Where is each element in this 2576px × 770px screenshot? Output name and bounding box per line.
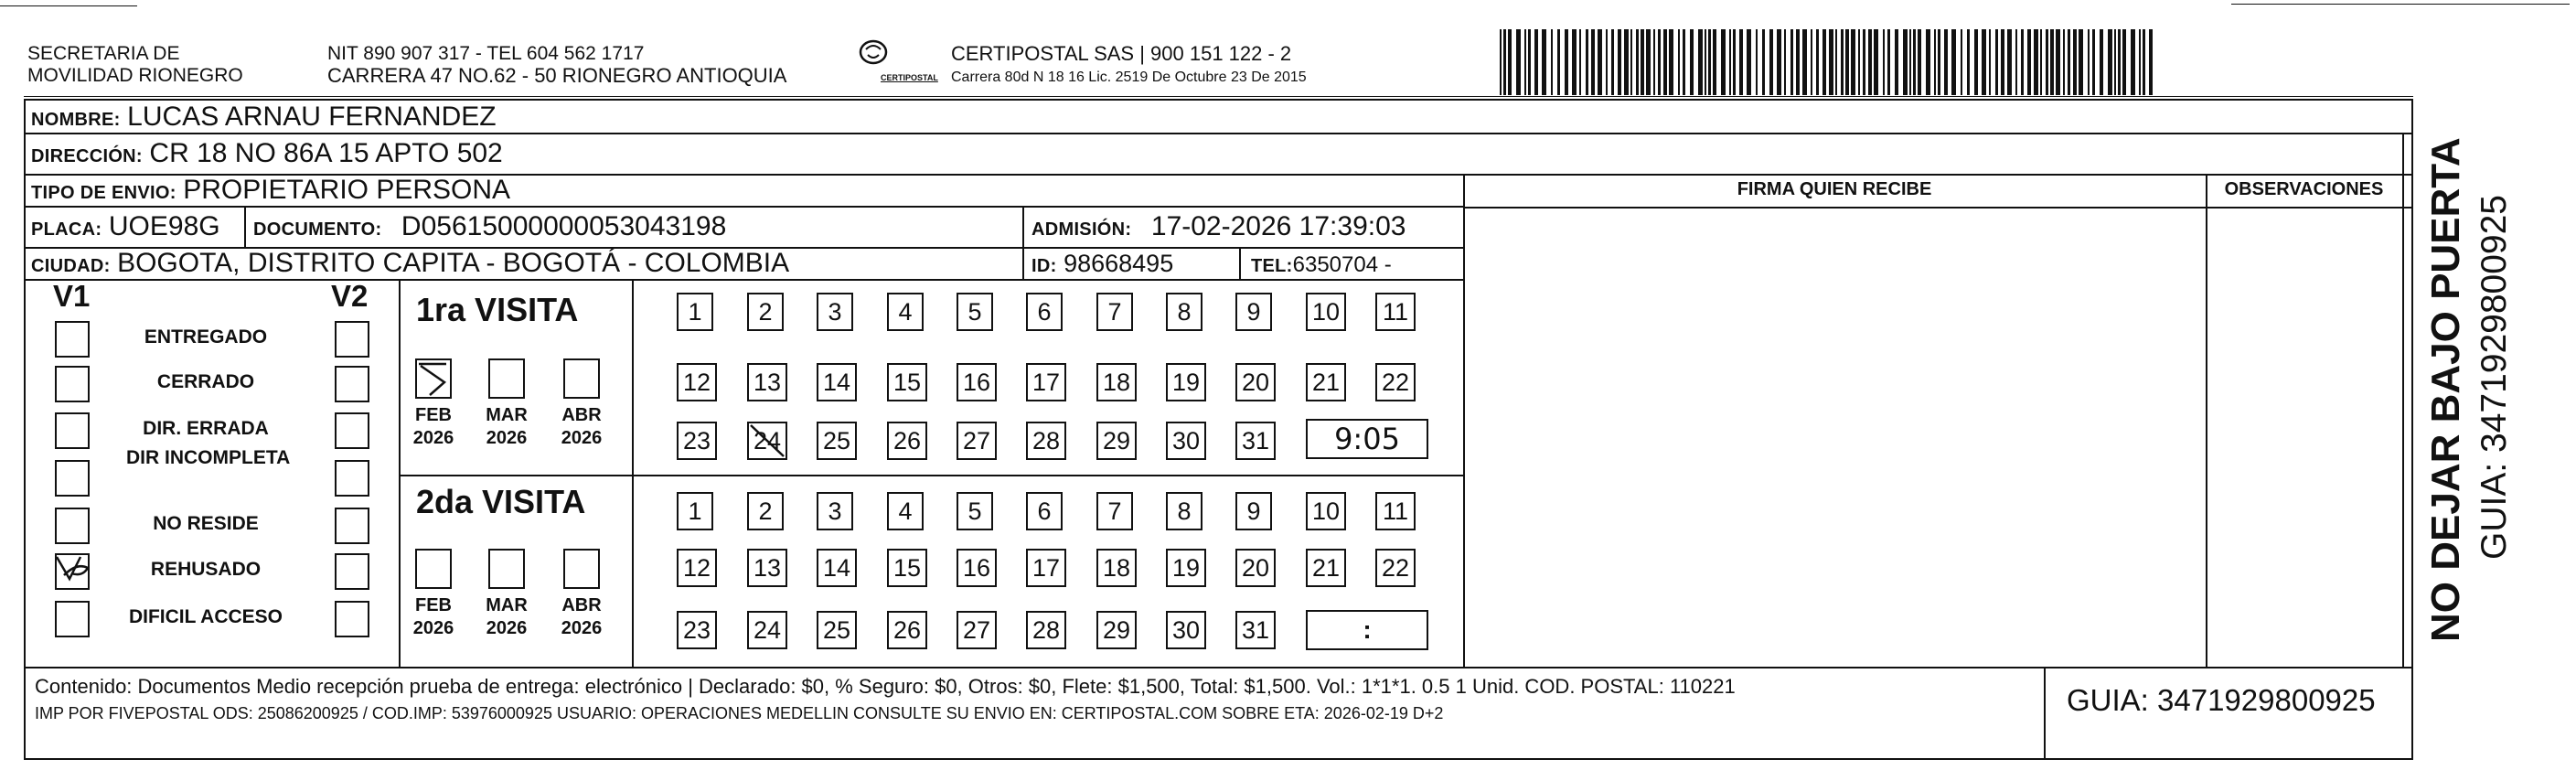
top-left-rule (0, 5, 137, 6)
day-box[interactable] (1235, 293, 1272, 331)
v2-checkbox[interactable] (335, 553, 369, 590)
day-number: 3 (828, 497, 842, 525)
month-label: FEB (415, 405, 452, 425)
ciudad-label: CIUDAD: (31, 256, 111, 276)
day-number: 19 (1171, 553, 1201, 582)
day-number: 4 (898, 297, 913, 326)
nombre-row (31, 103, 497, 134)
day-box[interactable] (887, 549, 927, 587)
day-box[interactable] (1166, 549, 1206, 587)
status-label: DIR INCOMPLETA (126, 447, 291, 468)
day-box[interactable] (1306, 293, 1346, 331)
month-label: ABR (561, 405, 602, 425)
day-box[interactable] (1096, 293, 1133, 331)
day-box[interactable] (747, 363, 787, 401)
day-number: 5 (967, 497, 982, 525)
day-box[interactable] (747, 549, 787, 587)
nombre-value: LUCAS ARNAU FERNANDEZ (127, 102, 497, 132)
visit2-time-value: : (1363, 615, 1372, 644)
day-box[interactable] (1306, 549, 1346, 587)
certipostal-logo-icon (855, 38, 892, 66)
placa-label: PLACA: (31, 219, 102, 240)
logo-caption: CERTIPOSTAL (881, 73, 938, 82)
id-value: 98668495 (1064, 250, 1174, 277)
tel-value: 6350704 - (1292, 252, 1392, 277)
status-right-line (399, 279, 401, 667)
day-box[interactable] (817, 611, 857, 649)
day-number: 22 (1381, 553, 1410, 582)
day-number: 11 (1382, 297, 1409, 326)
month-checkbox[interactable] (488, 549, 525, 589)
day-number: 19 (1171, 368, 1201, 396)
day-number: 11 (1382, 497, 1409, 525)
day-box[interactable] (1235, 422, 1276, 460)
day-box[interactable] (887, 492, 924, 530)
day-number: 18 (1102, 368, 1131, 396)
day-number: 10 (1311, 297, 1341, 326)
id-label: ID: (1031, 256, 1057, 276)
v1-header: V1 (53, 279, 91, 313)
day-number: 8 (1177, 497, 1192, 525)
observaciones-area[interactable] (2207, 209, 2400, 665)
day-number: 21 (1311, 553, 1341, 582)
day-box[interactable] (887, 422, 927, 460)
day-number: 15 (893, 553, 922, 582)
day-number: 20 (1241, 553, 1270, 582)
day-number: 29 (1102, 426, 1131, 455)
day-box[interactable] (1096, 363, 1137, 401)
day-number: 29 (1102, 615, 1131, 644)
documento-row (253, 213, 726, 243)
v2-checkbox[interactable] (335, 460, 369, 497)
day-number: 6 (1037, 497, 1052, 525)
day-number: 9 (1246, 297, 1261, 326)
day-number: 25 (822, 426, 851, 455)
month-checkbox[interactable] (563, 358, 600, 399)
day-box[interactable] (817, 422, 857, 460)
day-box[interactable] (817, 549, 857, 587)
v2-checkbox[interactable] (335, 601, 369, 637)
day-number: 28 (1031, 615, 1061, 644)
day-box[interactable] (817, 293, 853, 331)
day-number: 16 (962, 553, 991, 582)
day-number: 23 (682, 615, 711, 644)
footer-divider (24, 667, 2413, 668)
day-number: 27 (962, 615, 991, 644)
direccion-label: DIRECCIÓN: (31, 146, 143, 166)
side-guia: GUIA: 3471929800925 (2474, 195, 2514, 560)
day-box[interactable] (887, 363, 927, 401)
day-box[interactable] (677, 363, 717, 401)
v1-checkbox[interactable] (55, 321, 90, 358)
day-number: 26 (893, 426, 922, 455)
day-box[interactable] (1166, 363, 1206, 401)
day-number: 22 (1381, 368, 1410, 396)
day-box[interactable] (1096, 549, 1137, 587)
nit-line: NIT 890 907 317 - TEL 604 562 1717 (327, 43, 645, 64)
day-box[interactable] (1235, 549, 1276, 587)
day-number: 25 (822, 615, 851, 644)
day-number: 10 (1311, 497, 1341, 525)
day-box[interactable] (957, 422, 997, 460)
day-box[interactable] (1096, 492, 1133, 530)
day-number: 2 (758, 297, 773, 326)
day-box[interactable] (1235, 611, 1276, 649)
address-line: CARRERA 47 NO.62 - 50 RIONEGRO ANTIOQUIA (327, 64, 787, 87)
ciudad-value: BOGOTA, DISTRITO CAPITA - BOGOTÁ - COLOMBIA (117, 248, 790, 278)
day-box[interactable] (1096, 422, 1137, 460)
tipo-value: PROPIETARIO PERSONA (183, 175, 511, 205)
placa-value: UOE98G (108, 211, 220, 241)
day-number: 12 (682, 368, 711, 396)
month-checkbox[interactable] (415, 549, 452, 589)
month-label: MAR (486, 595, 528, 615)
admision-divider (1022, 207, 1024, 279)
day-number: 31 (1241, 426, 1270, 455)
day-number: 14 (822, 553, 851, 582)
v1-checkbox[interactable] (55, 508, 90, 544)
day-number: 14 (822, 368, 851, 396)
day-box[interactable] (1026, 492, 1063, 530)
day-box[interactable] (887, 611, 927, 649)
day-box[interactable] (957, 549, 997, 587)
v1-checkbox[interactable] (55, 366, 90, 402)
day-number: 6 (1037, 297, 1052, 326)
months-right-line (632, 279, 634, 667)
day-number: 17 (1031, 553, 1061, 582)
v1-checkbox[interactable] (55, 460, 90, 497)
day-box[interactable] (1375, 293, 1416, 331)
day-number: 4 (898, 497, 913, 525)
day-box[interactable] (1026, 363, 1066, 401)
status-label: CERRADO (156, 371, 255, 392)
day-number: 3 (828, 297, 842, 326)
month-label: FEB (415, 595, 452, 615)
admision-label: ADMISIÓN: (1031, 219, 1132, 240)
no-dejar-bajo-puerta: NO DEJAR BAJO PUERTA (2423, 137, 2468, 642)
day-number: 30 (1171, 426, 1201, 455)
day-number: 1 (688, 497, 702, 525)
day-number: 2 (758, 497, 773, 525)
day-box[interactable] (957, 293, 993, 331)
admision-row (1031, 213, 1406, 243)
day-box[interactable] (677, 293, 713, 331)
day-number: 13 (753, 553, 782, 582)
visit1-time-value: 9:05 (1334, 422, 1400, 456)
day-box[interactable] (1026, 611, 1066, 649)
month-checkbox[interactable] (488, 358, 525, 399)
v2-header: V2 (331, 279, 369, 313)
status-label: DIFICIL ACCESO (128, 606, 283, 627)
month-checkbox[interactable] (415, 358, 452, 399)
courier-sub: Carrera 80d N 18 16 Lic. 2519 De Octubre 23 De 2015 (951, 70, 1307, 85)
day-number: 20 (1241, 368, 1270, 396)
ciudad-row (31, 250, 789, 280)
footer-guia: GUIA: 3471929800925 (2067, 683, 2376, 717)
v2-checkbox[interactable] (335, 366, 369, 402)
day-number: 24 (753, 426, 782, 455)
day-number: 5 (967, 297, 982, 326)
month-year: 2026 (486, 618, 528, 638)
day-number: 26 (893, 615, 922, 644)
v1-checkbox[interactable] (55, 553, 90, 590)
documento-value: D05615000000053043198 (401, 211, 727, 241)
status-label: REHUSADO (150, 559, 262, 580)
month-year: 2026 (412, 618, 454, 638)
day-box[interactable] (747, 293, 784, 331)
direccion-row (31, 140, 503, 170)
day-box[interactable] (1235, 492, 1272, 530)
observaciones-header: OBSERVACIONES (2224, 179, 2384, 199)
month-year: 2026 (412, 428, 454, 448)
frame-top-rule (24, 96, 2413, 97)
day-number: 1 (688, 297, 702, 326)
day-box[interactable] (1026, 293, 1063, 331)
day-box[interactable] (1166, 611, 1206, 649)
v2-checkbox[interactable] (335, 508, 369, 544)
status-label: ENTREGADO (144, 326, 268, 348)
month-label: ABR (561, 595, 602, 615)
day-box[interactable] (747, 422, 787, 460)
secretaria-name-2: MOVILIDAD RIONEGRO (27, 65, 243, 86)
day-box[interactable] (1166, 293, 1202, 331)
day-number: 21 (1311, 368, 1341, 396)
tel-row (1251, 250, 1392, 280)
admision-value: 17-02-2026 17:39:03 (1150, 211, 1406, 241)
id-row (1031, 250, 1173, 280)
tel-label: TEL: (1251, 256, 1293, 276)
day-box[interactable] (817, 363, 857, 401)
footer-imp: IMP POR FIVEPOSTAL ODS: 25086200925 / COD.IMP: 53976000925 USUARIO: OPERACIONES MEDELLIN CONSULTE SU ENVIO EN: CERTIPOSTAL.COM SOBRE ETA: 2026-02-19 D+2 (35, 704, 1444, 722)
status-label: NO RESIDE (153, 513, 259, 534)
obs-right-line (2402, 133, 2404, 667)
day-number: 7 (1107, 497, 1122, 525)
day-number: 18 (1102, 553, 1131, 582)
documento-label: DOCUMENTO: (253, 219, 382, 240)
day-box[interactable] (1026, 422, 1066, 460)
day-number: 12 (682, 553, 711, 582)
day-number: 27 (962, 426, 991, 455)
day-box[interactable] (1166, 492, 1202, 530)
courier-line: CERTIPOSTAL SAS | 900 151 122 - 2 (951, 42, 1292, 65)
day-box[interactable] (957, 492, 993, 530)
day-number: 23 (682, 426, 711, 455)
day-box[interactable] (887, 293, 924, 331)
day-box[interactable] (1375, 492, 1416, 530)
day-box[interactable] (957, 611, 997, 649)
barcode (1500, 29, 2158, 95)
visit1-title: 1ra VISITA (416, 291, 579, 328)
day-box[interactable] (1026, 549, 1066, 587)
footer-contenido: Contenido: Documentos Medio recepción prueba de entrega: electrónico | Declarado: $0, % Seguro: $0, Otros: $0, Flete: $1,500, Total: $1,500. Vol.: 1*1*1. 0.5 1 Unid. COD. POSTAL: 110221 (35, 675, 1736, 698)
day-number: 16 (962, 368, 991, 396)
day-box[interactable] (1375, 363, 1416, 401)
day-box[interactable] (1166, 422, 1206, 460)
day-number: 17 (1031, 368, 1061, 396)
visit-divider (399, 475, 1463, 476)
day-box[interactable] (1306, 492, 1346, 530)
day-box[interactable] (1375, 549, 1416, 587)
day-box[interactable] (677, 549, 717, 587)
day-number: 31 (1241, 615, 1270, 644)
v1-checkbox[interactable] (55, 412, 90, 449)
nombre-label: NOMBRE: (31, 110, 121, 130)
visit2-time[interactable] (1306, 610, 1428, 650)
v2-checkbox[interactable] (335, 321, 369, 358)
visit1-time[interactable] (1306, 419, 1428, 459)
visit2-title: 2da VISITA (416, 483, 586, 520)
day-box[interactable] (677, 492, 713, 530)
day-number: 13 (753, 368, 782, 396)
secretaria-name-1: SECRETARIA DE (27, 43, 180, 64)
day-box[interactable] (1306, 363, 1346, 401)
tipo-label: TIPO DE ENVIO: (31, 183, 176, 203)
day-number: 8 (1177, 297, 1192, 326)
day-number: 15 (893, 368, 922, 396)
top-right-rule (2231, 4, 2570, 5)
day-box[interactable] (677, 422, 717, 460)
day-box[interactable] (817, 492, 853, 530)
month-year: 2026 (561, 428, 603, 448)
day-number: 28 (1031, 426, 1061, 455)
direccion-value: CR 18 NO 86A 15 APTO 502 (149, 138, 503, 168)
day-box[interactable] (747, 611, 787, 649)
firma-header: FIRMA QUIEN RECIBE (1737, 179, 1932, 199)
day-number: 30 (1171, 615, 1201, 644)
day-box[interactable] (747, 492, 784, 530)
status-label: DIR. ERRADA (143, 418, 269, 439)
month-checkbox[interactable] (563, 549, 600, 589)
placa-row (31, 213, 220, 243)
day-box[interactable] (957, 363, 997, 401)
month-year: 2026 (486, 428, 528, 448)
signature-area[interactable] (1465, 209, 2204, 665)
guia-box-line (2044, 667, 2046, 760)
month-year: 2026 (561, 618, 603, 638)
day-number: 24 (753, 615, 782, 644)
day-box[interactable] (677, 611, 717, 649)
v1-checkbox[interactable] (55, 601, 90, 637)
placa-divider (244, 207, 246, 247)
tipo-row (31, 176, 510, 207)
day-number: 9 (1246, 497, 1261, 525)
day-box[interactable] (1096, 611, 1137, 649)
tel-divider (1239, 247, 1241, 279)
month-label: MAR (486, 405, 528, 425)
day-number: 7 (1107, 297, 1122, 326)
v2-checkbox[interactable] (335, 412, 369, 449)
day-box[interactable] (1235, 363, 1276, 401)
